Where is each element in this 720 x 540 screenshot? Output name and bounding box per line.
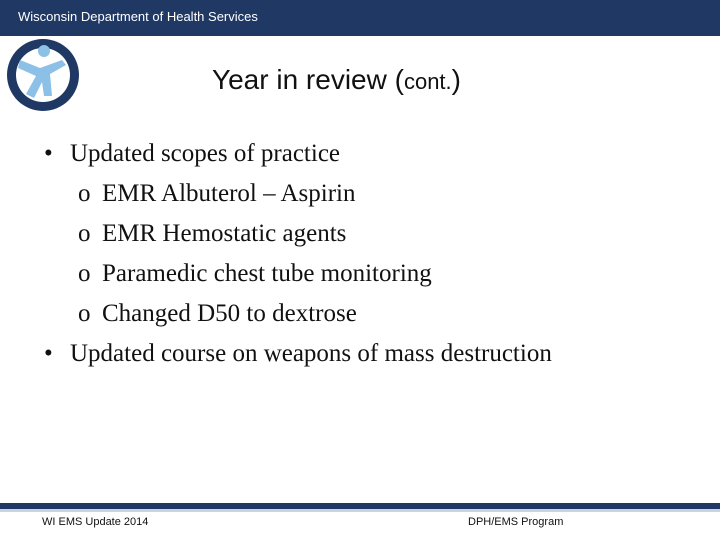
sub-bullet-text: EMR Albuterol – Aspirin [102, 180, 356, 207]
header-bar [0, 0, 720, 36]
title-main: Year in review ( [212, 64, 404, 95]
footer-right-text: DPH/EMS Program [468, 516, 564, 528]
footer-left-text: WI EMS Update 2014 [42, 516, 149, 528]
person-figure-icon [6, 38, 80, 112]
sub-bullet-item [44, 178, 704, 218]
slide-title [212, 64, 461, 96]
title-end: ) [451, 64, 461, 95]
sub-bullet-text: Paramedic chest tube monitoring [102, 260, 432, 287]
bullet-mark: • [44, 140, 53, 167]
title-continued: cont. [403, 69, 452, 94]
sub-bullet-item [44, 298, 704, 338]
bullet-text: Updated scopes of practice [70, 140, 341, 167]
sub-bullet-text: Changed D50 to dextrose [102, 300, 357, 327]
bullet-text: Updated course on weapons of mass destruction [70, 340, 552, 367]
sub-bullet-item [44, 218, 704, 258]
sub-bullet-mark: o [78, 220, 91, 247]
sub-bullet-mark: o [78, 300, 91, 327]
organization-name: Wisconsin Department of Health Services [18, 9, 258, 24]
sub-bullet-text: EMR Hemostatic agents [102, 220, 347, 247]
bullet-mark: • [44, 340, 53, 367]
bullet-list [44, 138, 704, 378]
footer-divider-accent [0, 509, 720, 512]
sub-bullet-mark: o [78, 260, 91, 287]
bullet-item [44, 338, 704, 378]
bullet-item [44, 138, 704, 178]
sub-bullet-mark: o [78, 180, 91, 207]
sub-bullet-item [44, 258, 704, 298]
